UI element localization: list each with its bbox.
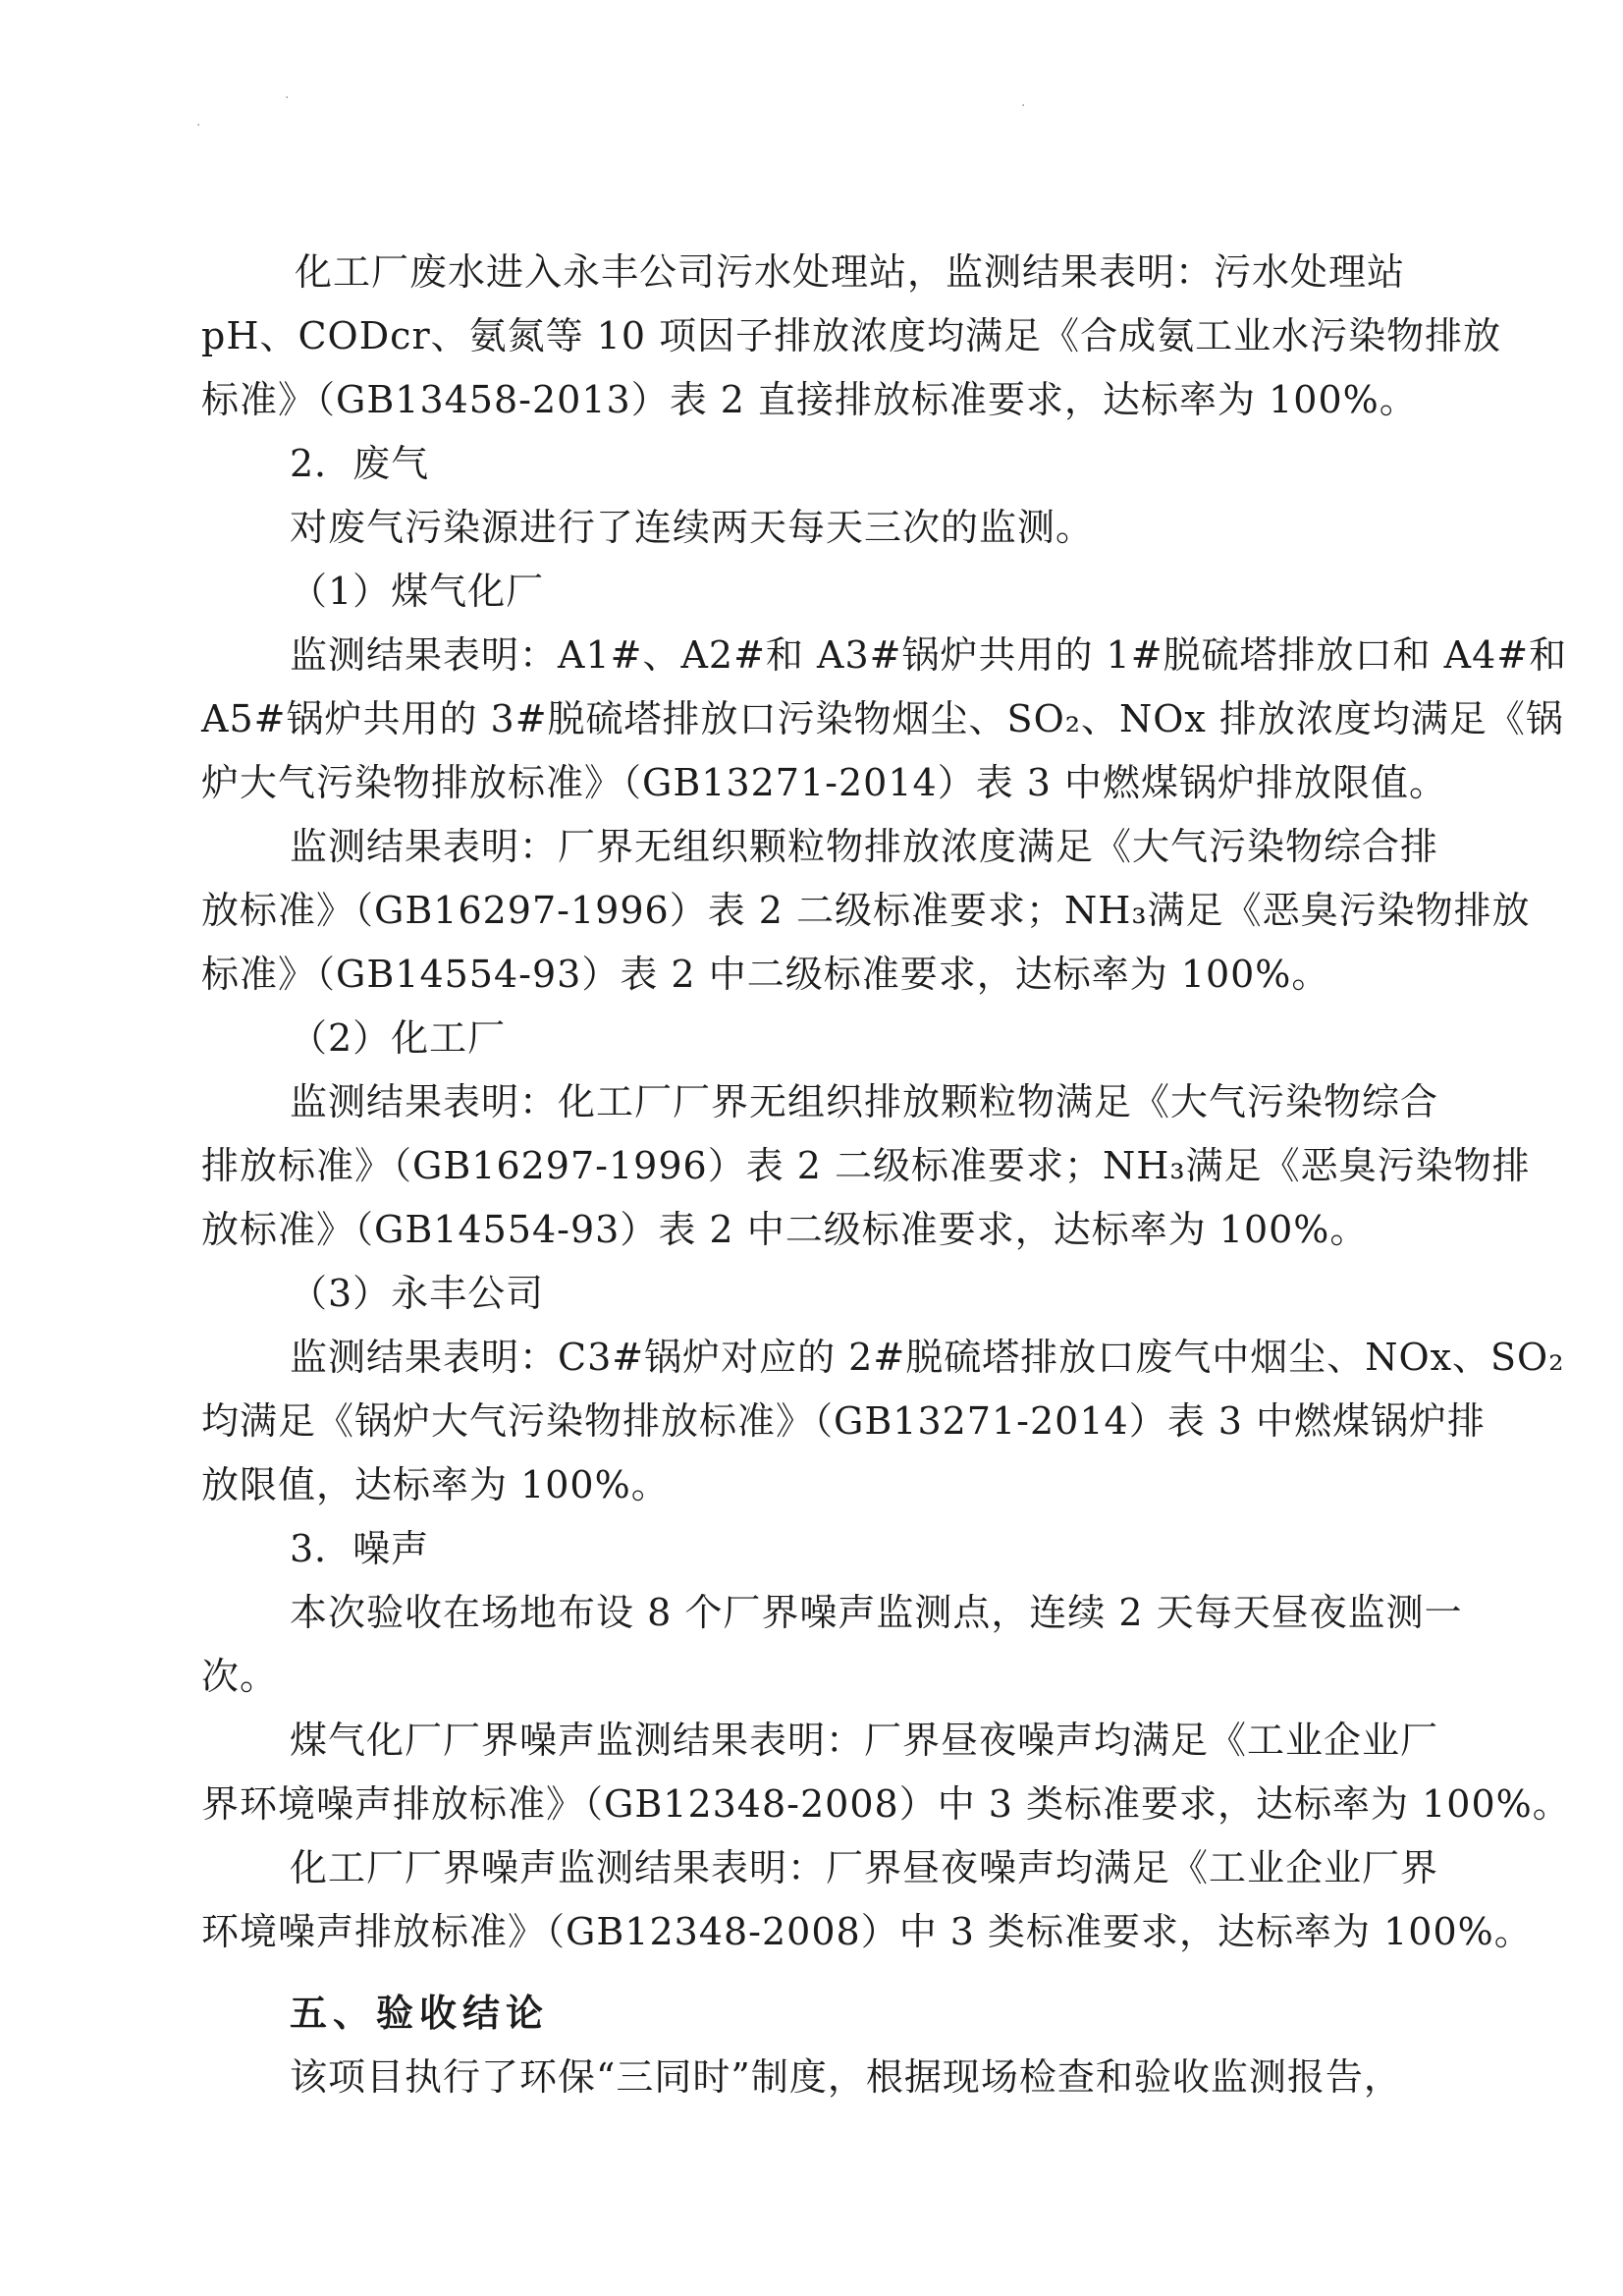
paragraph-line: 标准》（GB13458-2013）表 2 直接排放标准要求，达标率为 100%。	[201, 378, 1418, 421]
paragraph-line: 放标准》（GB14554-93）表 2 中二级标准要求，达标率为 100%。	[201, 1208, 1369, 1251]
paragraph-line: 放限值，达标率为 100%。	[201, 1463, 670, 1506]
paragraph-line: 化工厂厂界噪声监测结果表明：厂界昼夜噪声均满足《工业企业厂界	[290, 1846, 1439, 1889]
paragraph-line: 该项目执行了环保“三同时”制度，根据现场检查和验收监测报告，	[290, 2055, 1402, 2099]
paragraph-line: 监测结果表明：C3#锅炉对应的 2#脱硫塔排放口废气中烟尘、NOx、SO₂	[290, 1336, 1565, 1379]
scan-speck: ·	[1021, 98, 1026, 114]
paragraph-line: pH、CODcr、氨氮等 10 项因子排放浓度均满足《合成氨工业水污染物排放	[201, 314, 1502, 357]
paragraph-line: 标准》（GB14554-93）表 2 中二级标准要求，达标率为 100%。	[201, 953, 1330, 996]
document-body	[201, 241, 1571, 2109]
paragraph-line: 监测结果表明：厂界无组织颗粒物排放浓度满足《大气污染物综合排	[290, 825, 1439, 868]
paragraph-line: 炉大气污染物排放标准》（GB13271-2014）表 3 中燃煤锅炉排放限值。	[201, 761, 1448, 804]
subsection-heading: （1）煤气化厂	[290, 570, 545, 613]
paragraph-line: 本次验收在场地布设 8 个厂界噪声监测点，连续 2 天每天昼夜监测一	[290, 1591, 1463, 1634]
subsection-heading: （2）化工厂	[290, 1016, 507, 1060]
paragraph-line: 均满足《锅炉大气污染物排放标准》（GB13271-2014）表 3 中燃煤锅炉排	[201, 1399, 1487, 1443]
scan-speck: ·	[196, 118, 201, 134]
section-heading-conclusion: 五、验收结论	[290, 1992, 550, 2035]
paragraph-line: 监测结果表明：A1#、A2#和 A3#锅炉共用的 1#脱硫塔排放口和 A4#和	[290, 633, 1568, 677]
paragraph-line: 环境噪声排放标准》（GB12348-2008）中 3 类标准要求，达标率为 100%。	[201, 1910, 1533, 1953]
subsection-heading: （3）永丰公司	[290, 1272, 545, 1315]
paragraph-line: 化工厂废水进入永丰公司污水处理站，监测结果表明：污水处理站	[295, 250, 1406, 294]
section-heading-waste-gas: 2．废气	[290, 442, 430, 485]
paragraph-line: 次。	[201, 1655, 279, 1698]
paragraph-line: 煤气化厂厂界噪声监测结果表明：厂界昼夜噪声均满足《工业企业厂	[290, 1719, 1439, 1762]
paragraph-line: 放标准》（GB16297-1996）表 2 二级标准要求；NH₃满足《恶臭污染物排放	[201, 889, 1531, 932]
section-heading-noise: 3．噪声	[290, 1527, 430, 1570]
paragraph-line: 监测结果表明：化工厂厂界无组织排放颗粒物满足《大气污染物综合	[290, 1080, 1439, 1123]
paragraph-line: 界环境噪声排放标准》（GB12348-2008）中 3 类标准要求，达标率为 100%。	[201, 1782, 1571, 1826]
paragraph-line: 对废气污染源进行了连续两天每天三次的监测。	[290, 506, 1095, 549]
paragraph-line: 排放标准》（GB16297-1996）表 2 二级标准要求；NH₃满足《恶臭污染物排	[201, 1144, 1531, 1187]
scan-speck: ·	[285, 90, 290, 106]
paragraph-line: A5#锅炉共用的 3#脱硫塔排放口污染物烟尘、SO₂、NOx 排放浓度均满足《锅	[201, 697, 1564, 740]
